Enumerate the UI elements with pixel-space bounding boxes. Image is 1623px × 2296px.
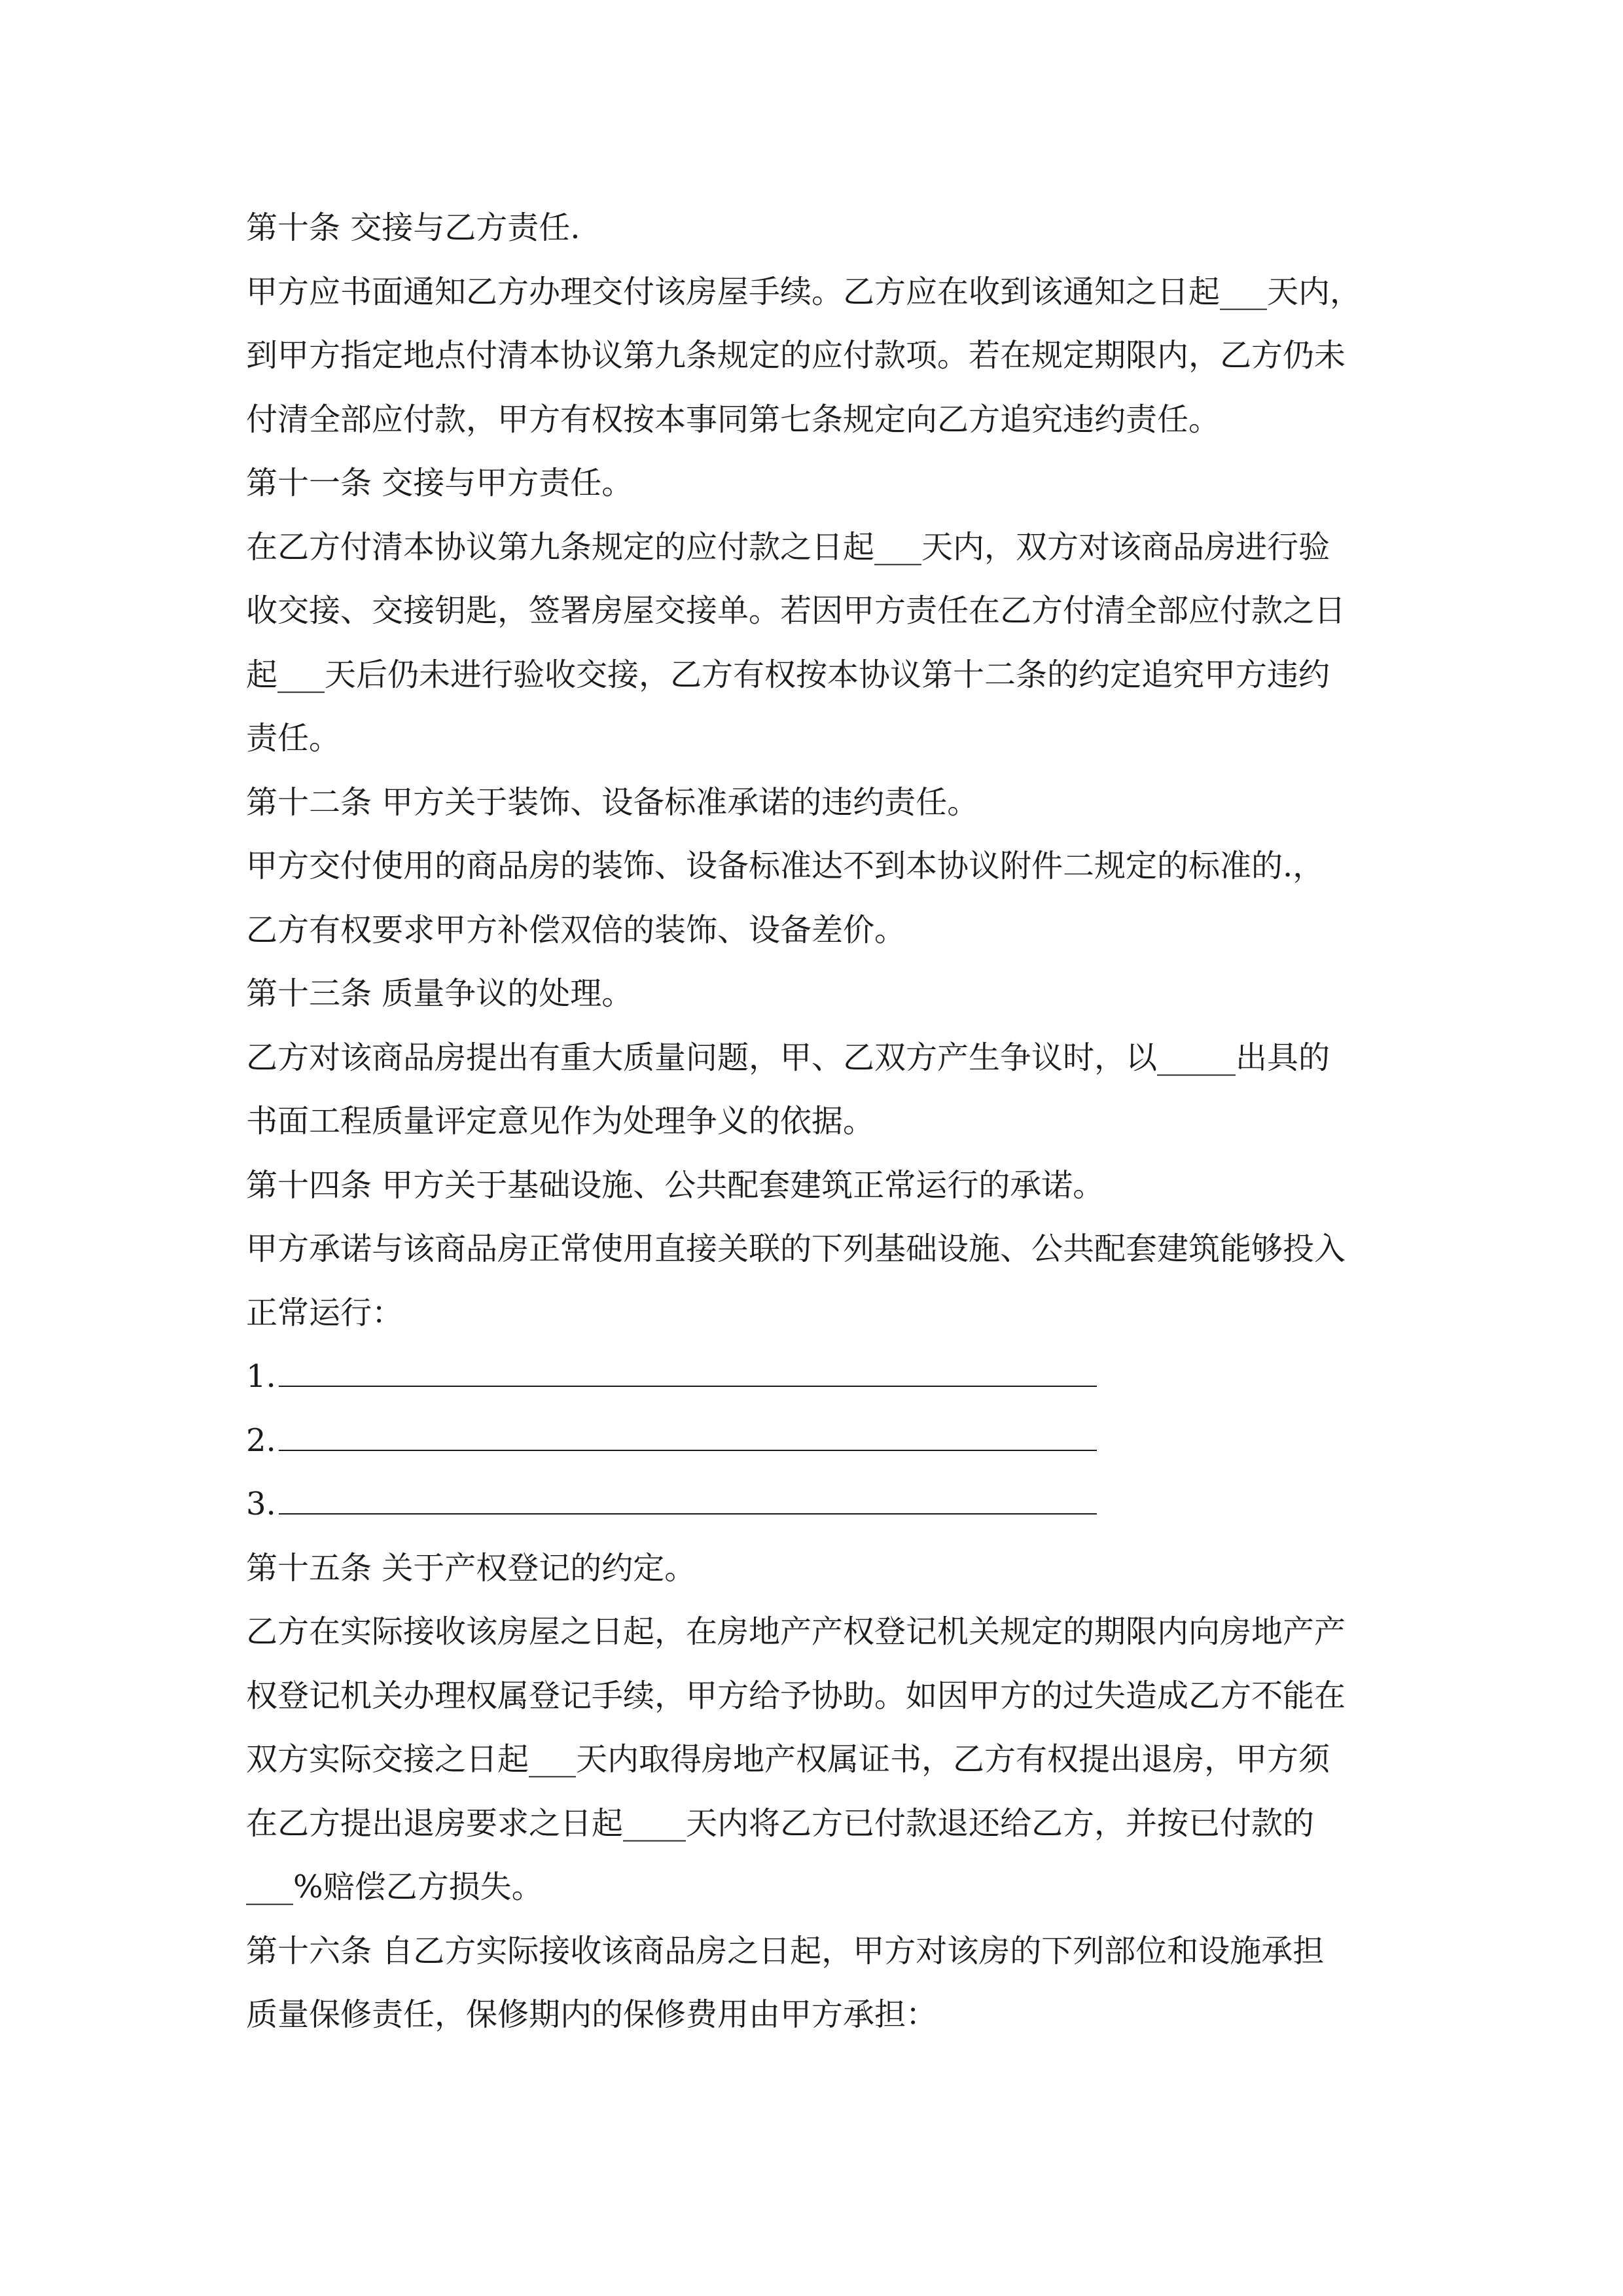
article-15-text-line-1: 乙方在实际接收该房屋之日起，在房地产产权登记机关规定的期限内向房地产产 (246, 1613, 1346, 1650)
article-10-text-line-2: 到甲方指定地点付清本协议第九条规定的应付款项。若在规定期限内，乙方仍未 (246, 337, 1346, 374)
article-16-text-line-1: 质量保修责任，保修期内的保修费用由甲方承担： (246, 1996, 938, 2033)
article-11-text-line-2: 收交接、交接钥匙，签署房屋交接单。若因甲方责任在乙方付清全部应付款之日 (246, 592, 1346, 629)
article-10-text-line-1: 甲方应书面通知乙方办理交付该房屋手续。乙方应在收到该通知之日起___天内， (246, 273, 1362, 310)
article-14-text-line-2: 正常运行： (246, 1294, 404, 1331)
article-15-heading: 第十五条 关于产权登记的约定。 (246, 1549, 696, 1587)
article-15-text-line-2: 权登记机关办理权属登记手续，甲方给予协助。如因甲方的过失造成乙方不能在 (246, 1677, 1346, 1714)
article-10-text-line-3: 付清全部应付款，甲方有权按本事同第七条规定向乙方追究违约责任。 (246, 401, 1221, 438)
article-13-text-line-2: 书面工程质量评定意见作为处理争义的依据。 (246, 1103, 875, 1139)
article-14-text-line-1: 甲方承诺与该商品房正常使用直接关联的下列基础设施、公共配套建筑能够投入 (246, 1230, 1346, 1267)
article-14-heading: 第十四条 甲方关于基础设施、公共配套建筑正常运行的承诺。 (246, 1166, 1105, 1204)
fill-in-blank-line (279, 1357, 1097, 1387)
article-11-text-line-1: 在乙方付清本协议第九条规定的应付款之日起___天内，双方对该商品房进行验 (246, 528, 1330, 565)
article-11-text-line-4: 责任。 (246, 720, 341, 757)
article-12-text-line-1: 甲方交付使用的商品房的装饰、设备标准达不到本协议附件二规定的标准的.， (246, 848, 1325, 884)
article-13-text-line-1: 乙方对该商品房提出有重大质量问题，甲、乙双方产生争议时，以_____出具的 (246, 1039, 1330, 1076)
fill-in-blank-line (279, 1421, 1097, 1451)
article-15-text-line-3: 双方实际交接之日起___天内取得房地产权属证书，乙方有权提出退房，甲方须 (246, 1741, 1330, 1778)
list-item-number: 2. (246, 1422, 276, 1459)
article-10-heading: 第十条 交接与乙方责任. (246, 209, 580, 246)
article-15-text-line-5: ___%赔偿乙方损失。 (246, 1869, 543, 1905)
list-item-number: 3. (246, 1486, 276, 1522)
list-item (246, 1473, 1385, 1537)
article-11-heading: 第十一条 交接与甲方责任。 (246, 465, 633, 501)
article-12-text-line-2: 乙方有权要求甲方补偿双倍的装饰、设备差价。 (246, 911, 906, 948)
article-13-heading: 第十三条 质量争议的处理。 (246, 975, 633, 1012)
contract-page (246, 196, 1385, 2047)
article-11-text-line-3: 起___天后仍未进行验收交接，乙方有权按本协议第十二条的约定追究甲方违约 (246, 656, 1330, 693)
article-12-heading: 第十二条 甲方关于装饰、设备标准承诺的违约责任。 (246, 783, 979, 821)
fill-in-blank-line (279, 1484, 1097, 1515)
list-item (246, 1409, 1385, 1473)
article-16-heading: 第十六条 自乙方实际接收该商品房之日起，甲方对该房的下列部位和设施承担 (246, 1932, 1325, 1969)
article-15-text-line-4: 在乙方提出退房要求之日起____天内将乙方已付款退还给乙方，并按已付款的 (246, 1804, 1315, 1842)
list-item (246, 1345, 1385, 1409)
list-item-number: 1. (246, 1358, 276, 1395)
